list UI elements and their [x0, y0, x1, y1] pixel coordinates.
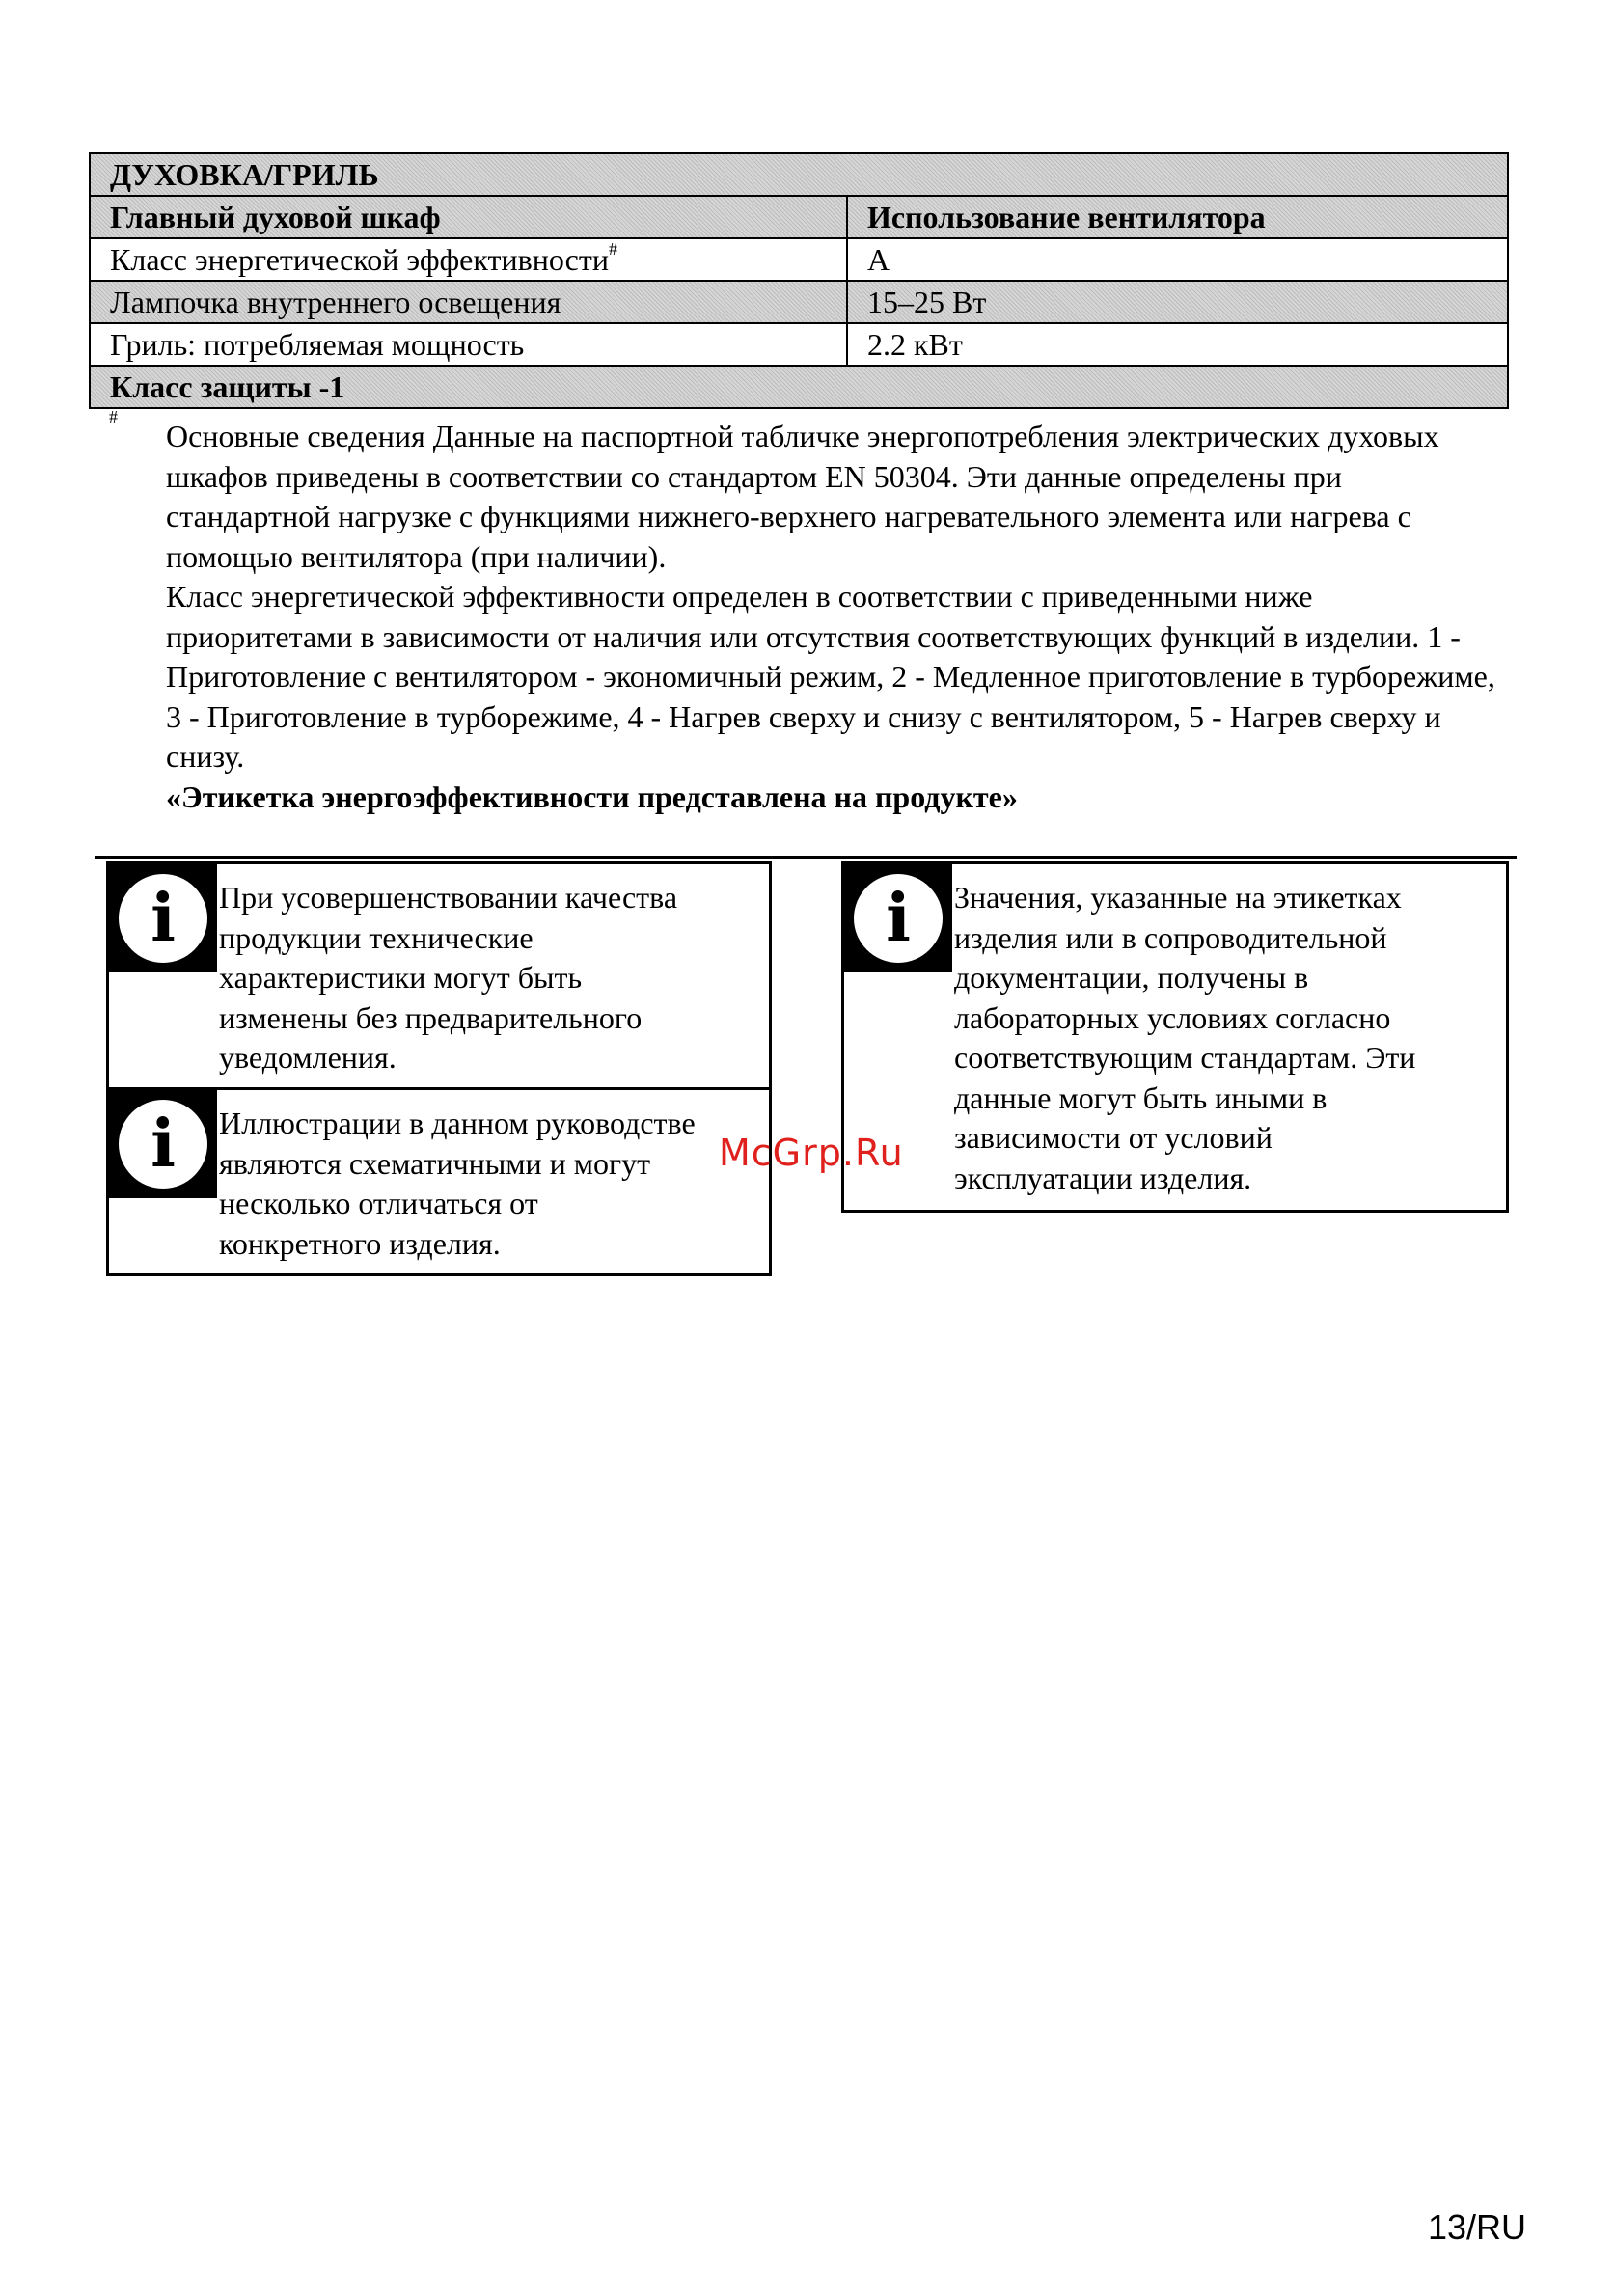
- notice-text: При усовершенствовании качества продукции технические характеристики могут быть изменены без предварительного уведомления.: [219, 880, 678, 1075]
- notice-box-right: [841, 861, 1509, 1213]
- table-header-col2: Использование вентилятора: [847, 196, 1508, 238]
- footnote-paragraph: Основные сведения Данные на паспортной табличке энергопотребления электрических духовых шкафов приведены в соответствии со стандартом EN 50304. Эти данные определены при стандартной нагрузке с функциями нижнего-верхнего нагревательного элемента или нагрева с помощью вентилятора (при наличии).: [166, 419, 1439, 574]
- spec-table: [89, 152, 1509, 409]
- table-row: [90, 281, 1508, 323]
- info-icon: i: [109, 864, 217, 972]
- table-title: ДУХОВКА/ГРИЛЬ: [90, 153, 1508, 196]
- footnote-marker: #: [109, 407, 118, 426]
- table-header-col1: Главный духовой шкаф: [90, 196, 847, 238]
- table-cell-label: [90, 238, 847, 281]
- notice-text: Значения, указанные на этикетках изделия или в сопроводительной документации, получены в лабораторных условиях согласно соответствующим стандартам. Эти данные могут быть иными в зависимости от условий эксплуатации изделия.: [954, 880, 1416, 1195]
- divider: [95, 856, 1517, 859]
- footnote-emphasis: «Этикетка энергоэффективности представлена на продукте»: [166, 779, 1018, 814]
- table-footer: Класс защиты -1: [90, 366, 1508, 408]
- table-cell-label: Гриль: потребляемая мощность: [90, 323, 847, 366]
- row-label: Класс энергетической эффективности: [110, 242, 609, 277]
- watermark: McGrp.Ru: [719, 1132, 904, 1174]
- info-icon: i: [109, 1090, 217, 1198]
- table-cell-label: Лампочка внутреннего освещения: [90, 281, 847, 323]
- table-cell-value: 15–25 Вт: [847, 281, 1508, 323]
- table-cell-value: 2.2 кВт: [847, 323, 1508, 366]
- footnote-paragraph: Класс энергетической эффективности определен в соответствии с приведенными ниже приоритетами в зависимости от наличия или отсутствия соответствующих функций в изделии. 1 - Приготовление с вентилятором - экономичный режим, 2 - Медленное приготовление в турборежиме, 3 - Приготовление в турборежиме, 4 - Нагрев сверху и снизу с вентилятором, 5 - Нагрев сверху и снизу.: [166, 579, 1495, 774]
- page-number: 13/RU: [1427, 2207, 1526, 2247]
- table-cell-value: A: [847, 238, 1508, 281]
- notice-text: Иллюстрации в данном руководстве являются схематичными и могут несколько отличаться от конкретного изделия.: [219, 1106, 696, 1261]
- notice-box-left-top: [106, 861, 772, 1090]
- footnote: [166, 417, 1497, 817]
- notice-box-left-bottom: [106, 1087, 772, 1276]
- footnote-marker: #: [608, 239, 617, 260]
- table-row: [90, 323, 1508, 366]
- info-icon: i: [844, 864, 952, 972]
- table-row: [90, 238, 1508, 281]
